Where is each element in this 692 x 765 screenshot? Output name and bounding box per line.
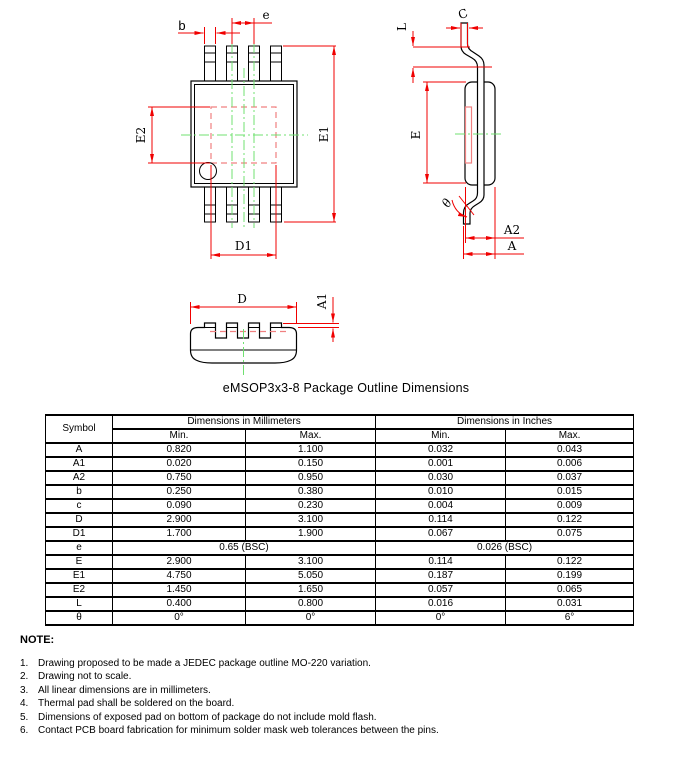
note-text: Contact PCB board fabrication for minimum solder mask web tolerances between the pins. (38, 725, 439, 737)
note-text: Drawing proposed to be made a JEDEC package outline MO-220 variation. (38, 658, 371, 669)
dim-label-e: e (262, 8, 270, 22)
dim-D (191, 292, 297, 324)
note-number: 5. (20, 711, 29, 723)
note-number: 6. (20, 725, 29, 737)
col-header-symbol: Symbol (46, 415, 113, 443)
note-item (20, 657, 680, 670)
dim-e (232, 8, 272, 44)
table-row: D1 1.700 1.900 0.067 0.075 (46, 527, 634, 541)
note-item (20, 670, 680, 683)
table-row: θ 0° 0° 0° 6° (46, 611, 634, 625)
col-header-mm-min: Min. (113, 429, 246, 443)
table-header-row-minmax (46, 429, 634, 443)
note-text: Drawing not to scale. (38, 671, 132, 683)
dim-label-E1: E1 (317, 125, 331, 143)
note-text: Dimensions of exposed pad on bottom of package do not include mold flash. (38, 711, 377, 723)
col-header-inch-max: Max. (506, 429, 634, 443)
table-row: A 0.820 1.100 0.032 0.043 (46, 443, 634, 457)
dim-b (178, 18, 240, 44)
col-header-inch-min: Min. (376, 429, 506, 443)
dim-label-A2: A2 (503, 223, 521, 237)
note-number: 3. (20, 684, 29, 696)
dim-A1 (283, 293, 339, 342)
table-row: D 2.900 3.100 0.114 0.122 (46, 513, 634, 527)
table-row-e-bsc: e 0.65 (BSC) 0.026 (BSC) (46, 541, 634, 555)
note-list (20, 657, 680, 737)
note-text: Thermal pad shall be soldered on the board. (38, 698, 235, 710)
note-number: 2. (20, 671, 29, 683)
bottom-pins (205, 187, 282, 222)
note-item (20, 711, 680, 724)
top-pins (205, 46, 282, 81)
dim-label-b: b (178, 18, 186, 33)
table-header-row-groups (46, 415, 634, 429)
col-header-mm-max: Max. (246, 429, 376, 443)
table-row: E 2.900 3.100 0.114 0.122 (46, 555, 634, 569)
table-row: E1 4.750 5.050 0.187 0.199 (46, 569, 634, 583)
page-title: eMSOP3x3-8 Package Outline Dimensions (222, 381, 470, 395)
col-header-mm: Dimensions in Millimeters (113, 415, 376, 429)
dimensions-table (45, 414, 634, 626)
table-row: L 0.400 0.800 0.016 0.031 (46, 597, 634, 611)
dim-label-A1: A1 (315, 292, 329, 310)
dim-label-theta: θ (439, 196, 455, 210)
note-number: 1. (20, 658, 29, 669)
table-row: c 0.090 0.230 0.004 0.009 (46, 499, 634, 513)
dim-label-E: E (409, 130, 423, 140)
table-row: b 0.250 0.380 0.010 0.015 (46, 485, 634, 499)
col-header-inch: Dimensions in Inches (376, 415, 634, 429)
dim-label-C: C (456, 5, 470, 23)
note-text: All linear dimensions are in millimeters. (38, 684, 211, 696)
note-item (20, 724, 680, 737)
note-item (20, 684, 680, 697)
inch-bsc-cell: 0.026 (BSC) (376, 541, 634, 555)
table-row: A2 0.750 0.950 0.030 0.037 (46, 471, 634, 485)
notes-section (20, 634, 680, 737)
notes-heading: NOTE: (20, 634, 55, 646)
note-item (20, 697, 680, 710)
note-number: 4. (20, 698, 29, 710)
top-view (134, 8, 336, 259)
table-row: E2 1.450 1.650 0.057 0.065 (46, 583, 634, 597)
dim-label-D: D (237, 292, 247, 306)
dim-label-L: L (395, 23, 409, 31)
dim-label-E2: E2 (134, 126, 148, 144)
table-row: A1 0.020 0.150 0.001 0.006 (46, 457, 634, 471)
dim-E (409, 82, 466, 183)
side-view (395, 6, 524, 259)
dim-label-D1: D1 (234, 239, 253, 253)
front-view (191, 292, 340, 377)
dim-label-A: A (507, 239, 517, 253)
mm-bsc-cell: 0.65 (BSC) (113, 541, 376, 555)
